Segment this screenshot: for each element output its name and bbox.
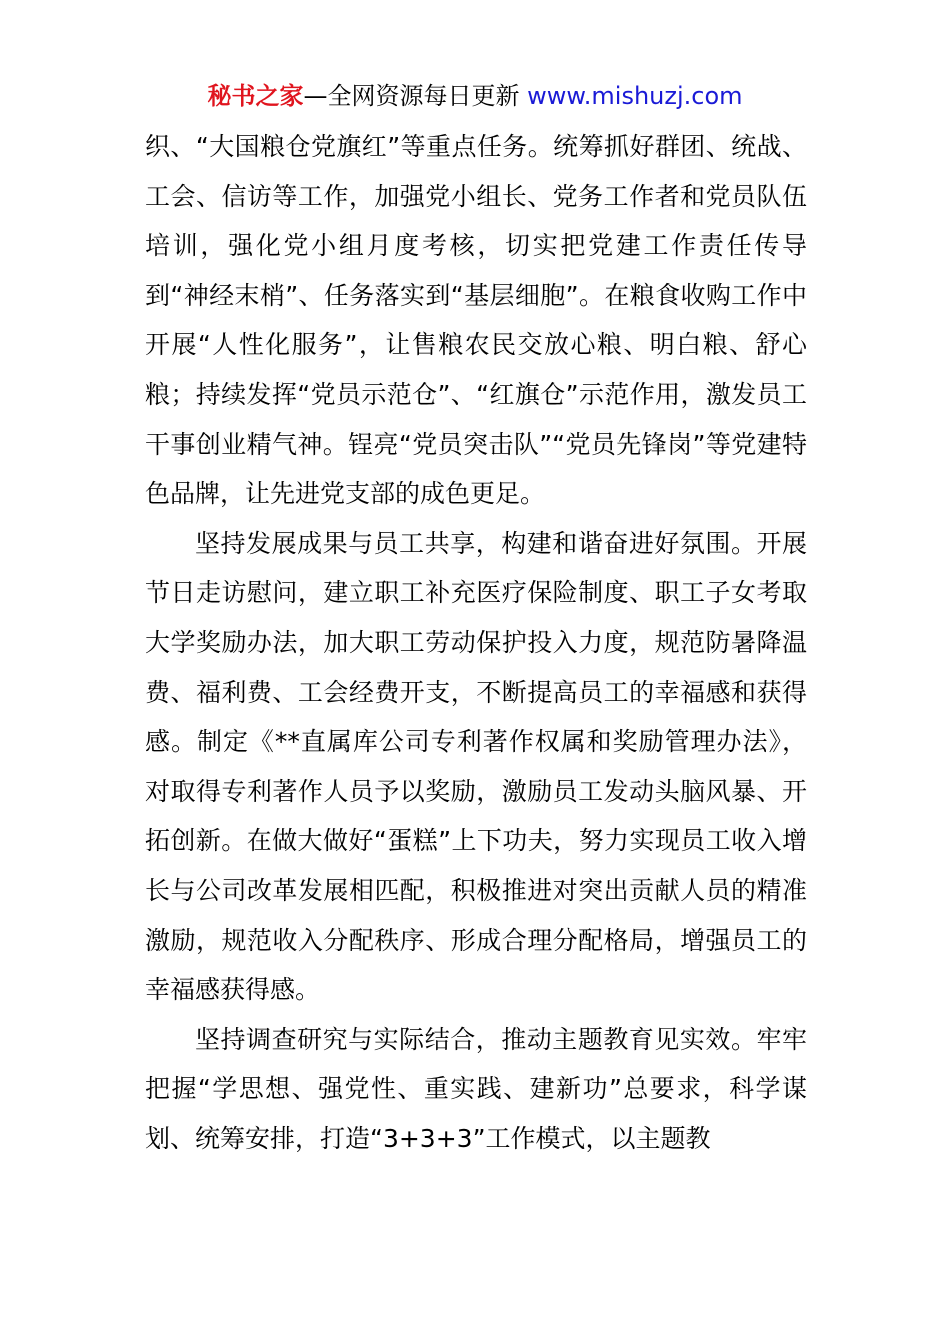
paragraph-employee-sharing: 坚持发展成果与员工共享，构建和谐奋进好氛围。开展节日走访慰问，建立职工补充医疗保险制度、职工子女考取大学奖励办法，加大职工劳动保护投入力度，规范防暑降温费、福利费、工会经费开支，不断提高员工的幸福感和获得感。制定《**直属库公司专利著作权属和奖励管理办法》，对取得专利著作人员予以奖励，激励员工发动头脑风暴、开拓创新。在做大做好“蛋糕”上下功夫，努力实现员工收入增长与公司改革发展相匹配，积极推进对突出贡献人员的精准激励，规范收入分配秩序、形成合理分配格局，增强员工的幸福感获得感。	[145, 528, 807, 1005]
site-tagline: —全网资源每日更新	[303, 82, 528, 110]
site-url-link[interactable]: www.mishuzj.com	[527, 82, 743, 110]
paragraph-continued: 织、“大国粮仓党旗红”等重点任务。统筹抓好群团、统战、工会、信访等工作，加强党小组长、党务工作者和党员队伍培训，强化党小组月度考核，切实把党建工作责任传导到“神经末梢”、任务落实到“基层细胞”。在粮食收购工作中开展“人性化服务”，让售粮农民交放心粮、明白粮、舒心粮；持续发挥“党员示范仓”、“红旗仓”示范作用，激发员工干事创业精气神。锃亮“党员突击队”“党员先锋岗”等党建特色品牌，让先进党支部的成色更足。	[145, 132, 807, 509]
site-header	[0, 78, 950, 114]
document-body	[145, 122, 807, 1163]
site-brand: 秘书之家	[207, 82, 304, 110]
paragraph-research-practice: 坚持调查研究与实际结合，推动主题教育见实效。牢牢把握“学思想、强党性、重实践、建新功”总要求，科学谋划、统筹安排，打造“3+3+3”工作模式，以主题教	[145, 1024, 807, 1153]
